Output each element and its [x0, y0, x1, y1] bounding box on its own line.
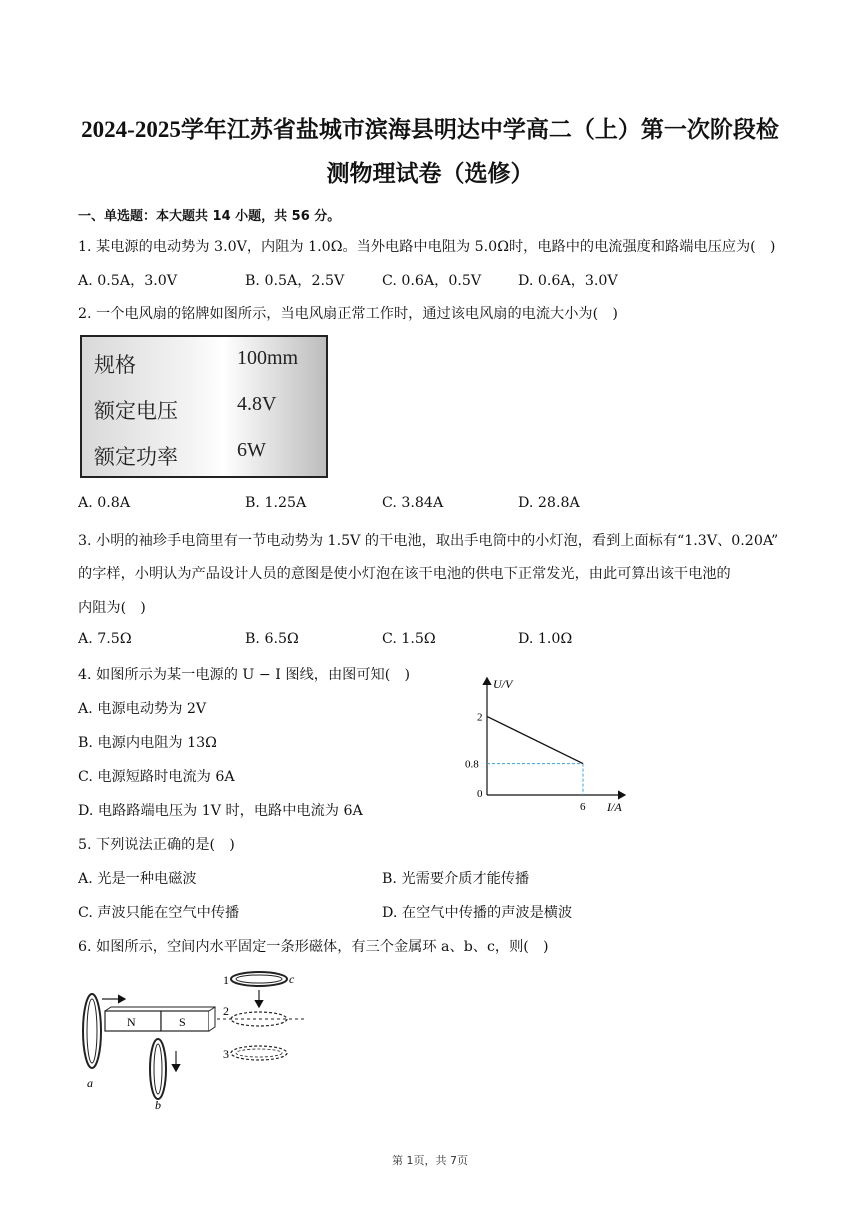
question-5-option-d: D. 在空气中传播的声波是横波 [382, 905, 573, 921]
position-1-label: 1 [223, 973, 229, 987]
question-3-option-a: A. 7.5Ω [78, 631, 132, 647]
question-6-stem: 6. 如图所示，空间内水平固定一条形磁体，有三个金属环 a、b、c，则( ) [78, 939, 549, 955]
question-5-stem: 5. 下列说法正确的是( ) [78, 837, 235, 853]
question-5-option-a: A. 光是一种电磁波 [78, 871, 197, 887]
fan-nameplate-figure [80, 335, 328, 478]
ring-c-label: c [289, 972, 295, 986]
graph-u-i-line [487, 716, 583, 763]
question-3-stem-line-1: 3. 小明的袖珍手电筒里有一节电动势为 1.5V 的干电池，取出手电筒中的小灯泡，看到上面标有“1.3V、0.20A” [78, 533, 779, 549]
nameplate-label-spec: 规格 [94, 353, 136, 377]
question-4-option-c: C. 电源短路时电流为 6A [78, 769, 235, 785]
graph-ylabel: U/V [493, 677, 513, 691]
graph-ytick-2: 2 [477, 711, 483, 724]
question-1-option-d: D. 0.6A，3.0V [518, 273, 618, 289]
question-4-stem: 4. 如图所示为某一电源的 U − I 图线，由图可知( ) [78, 667, 410, 683]
page-title-line-2: 测物理试卷（选修） [326, 161, 534, 186]
question-5-option-b: B. 光需要介质才能传播 [382, 871, 530, 887]
nameplate-value-spec: 100mm [237, 347, 299, 369]
graph-origin-label: 0 [477, 788, 483, 800]
ring-c [231, 972, 287, 986]
graph-xlabel: I/A [607, 800, 622, 814]
page-title-line-1: 2024-2025学年江苏省盐城市滨海县明达中学高二（上）第一次阶段检 [81, 117, 779, 142]
nameplate-value-power: 6W [237, 439, 266, 461]
question-3-option-b: B. 6.5Ω [245, 631, 299, 647]
u-i-graph [455, 670, 655, 815]
nameplate-label-power: 额定功率 [94, 445, 178, 469]
ring-b-label: b [155, 1098, 161, 1112]
section-heading: 一、单选题：本大题共 14 小题，共 56 分。 [78, 209, 341, 224]
question-2-option-a: A. 0.8A [78, 495, 131, 511]
ring-a [83, 994, 101, 1068]
question-2-option-c: C. 3.84A [382, 495, 444, 511]
question-3-option-d: D. 1.0Ω [518, 631, 573, 647]
question-4-option-b: B. 电源内电阻为 13Ω [78, 735, 217, 751]
question-1-stem: 1. 某电源的电动势为 3.0V，内阻为 1.0Ω。当外电路中电阻为 5.0Ω时，电路中的电流强度和路端电压应为( ) [78, 239, 776, 255]
ring-c-position-3 [231, 1046, 287, 1060]
question-2-stem: 2. 一个电风扇的铭牌如图所示，当电风扇正常工作时，通过该电风扇的电流大小为( ) [78, 306, 618, 322]
magnet-s-label: S [179, 1015, 186, 1029]
graph-xtick-6: 6 [580, 801, 586, 813]
magnet-n-label: N [127, 1015, 136, 1029]
question-3-stem-line-2: 的字样，小明认为产品设计人员的意图是使小灯泡在该干电池的供电下正常发光，由此可算出该干电池的 [78, 566, 731, 582]
position-2-label: 2 [223, 1004, 229, 1018]
page-footer: 第 1页，共 7页 [392, 1154, 468, 1167]
question-1-option-b: B. 0.5A，2.5V [245, 273, 345, 289]
question-1-option-a: A. 0.5A，3.0V [78, 273, 178, 289]
position-3-label: 3 [223, 1047, 229, 1061]
question-3-option-c: C. 1.5Ω [382, 631, 436, 647]
question-4-option-a: A. 电源电动势为 2V [78, 701, 207, 717]
graph-ytick-0-8: 0.8 [465, 758, 479, 771]
question-1-option-c: C. 0.6A，0.5V [382, 273, 482, 289]
nameplate-value-voltage: 4.8V [237, 393, 277, 415]
question-5-option-c: C. 声波只能在空气中传播 [78, 905, 240, 921]
magnet-rings-figure [75, 965, 315, 1115]
ring-a-label: a [87, 1076, 93, 1090]
question-3-stem-line-3: 内阻为( ) [78, 600, 146, 616]
question-4-option-d: D. 电路路端电压为 1V 时，电路中电流为 6A [78, 803, 363, 819]
nameplate-label-voltage: 额定电压 [94, 399, 178, 423]
question-2-option-b: B. 1.25A [245, 495, 307, 511]
question-2-option-d: D. 28.8A [518, 495, 580, 511]
ring-b [150, 1039, 166, 1099]
